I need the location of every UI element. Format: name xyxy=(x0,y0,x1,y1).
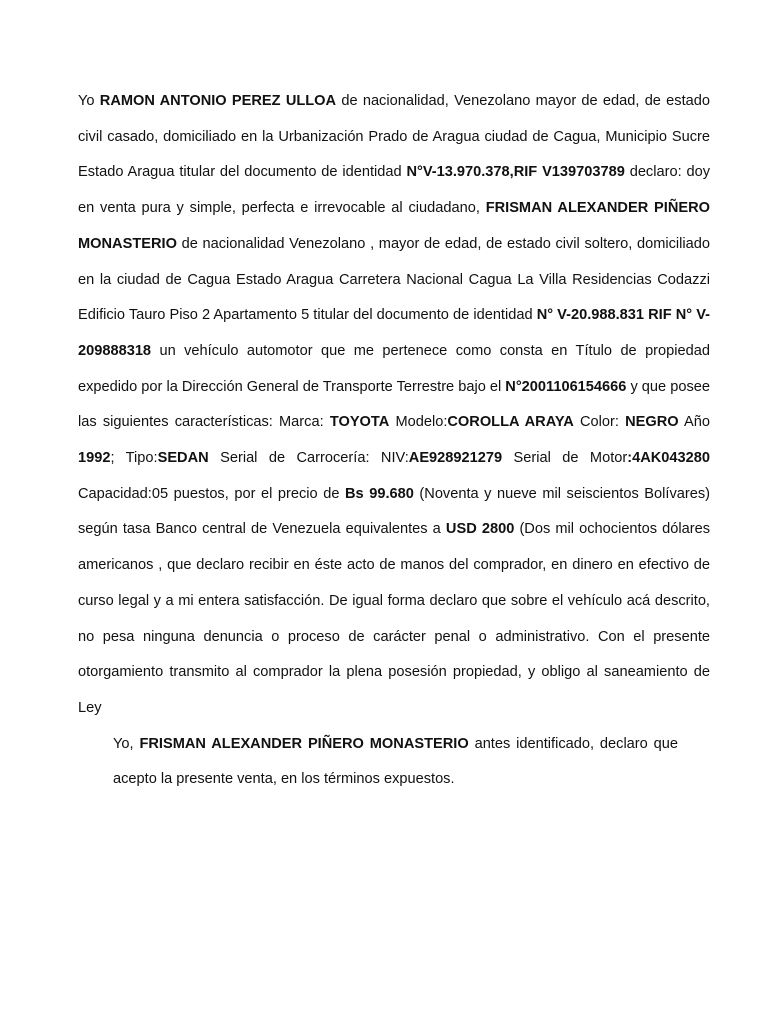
text-segment: Año xyxy=(678,414,710,431)
text-segment: Modelo: xyxy=(389,414,448,431)
text-segment: antes identificado, declaro que acepto la presente venta, en los términos expuestos. xyxy=(113,735,679,788)
text-segment: (Noventa y nueve mil seiscientos Bolívares) según tasa Banco central de Venezuela equivalentes a xyxy=(78,485,710,538)
text-segment: Yo xyxy=(78,93,100,109)
text-segment: (Dos mil ochocientos dólares americanos , que declaro recibir en éste acto de manos del comprador, en dinero en efectivo de curso legal y a mi entera satisfacción. De igual forma declaro que sobre el vehículo acá descrito, no pesa ninguna denuncia o proceso de carácter penal o administrativo. Con el presente otorgamiento transmito al comprador la plena posesión propiedad, y obligo al saneamiento de Ley xyxy=(78,521,710,716)
vehicle-model: COROLLA ARAYA xyxy=(447,414,574,431)
engine-serial: :4AK043280 xyxy=(627,450,711,467)
seller-name: RAMON ANTONIO PEREZ ULLOA xyxy=(99,93,337,109)
acceptance-paragraph xyxy=(113,727,678,798)
vehicle-year: 1992 xyxy=(78,450,111,467)
buyer-id-number: N° V-20.988.831 RIF N° V-209888318 xyxy=(78,307,710,359)
chassis-serial: AE928921279 xyxy=(408,450,503,467)
text-segment: un vehículo automotor que me pertenece como consta en Título de propiedad expedido por la Dirección General de Transporte Terrestre bajo el xyxy=(78,342,710,395)
text-segment: de nacionalidad Venezolano , mayor de edad, de estado civil soltero, domiciliado en la ciudad de Cagua Estado Aragua Carretera Nacional Cagua La Villa Residencias Codazzi Edificio Tauro Piso 2 Apartamento 5 titular del documento de identidad xyxy=(78,235,710,324)
text-segment: de nacionalidad, Venezolano mayor de edad, de estado civil casado, domiciliado en la Urbanización Prado de Aragua ciudad de Cagua, Municipio Sucre Estado Aragua titular del documento de identidad xyxy=(78,93,711,181)
seller-id-number: N°V-13.970.378,RIF V139703789 xyxy=(406,164,625,181)
text-segment: y que posee las siguientes características: Marca: xyxy=(78,378,710,431)
text-segment: Color: xyxy=(573,414,626,431)
buyer-name: FRISMAN ALEXANDER PIÑERO MONASTERIO xyxy=(139,735,469,752)
price-bolivares: Bs 99.680 xyxy=(345,485,414,502)
vehicle-brand: TOYOTA xyxy=(329,414,390,431)
text-segment: Yo, xyxy=(113,735,140,752)
text-segment: declaro: doy en venta pura y simple, perfecta e irrevocable al ciudadano, xyxy=(78,164,710,217)
document-page xyxy=(78,84,710,798)
text-segment: Serial de Carrocería: NIV: xyxy=(208,450,409,467)
sale-declaration-paragraph xyxy=(78,84,710,727)
title-number: N°2001106154666 xyxy=(505,378,627,395)
text-segment: Capacidad:05 puestos, por el precio de xyxy=(78,485,345,502)
vehicle-color: NEGRO xyxy=(625,414,679,431)
vehicle-type: SEDAN xyxy=(157,450,209,467)
buyer-name: FRISMAN ALEXANDER PIÑERO MONASTERIO xyxy=(78,200,710,252)
price-usd: USD 2800 xyxy=(445,521,515,538)
text-segment: Serial de Motor xyxy=(502,450,628,467)
text-segment: ; Tipo: xyxy=(110,450,158,467)
